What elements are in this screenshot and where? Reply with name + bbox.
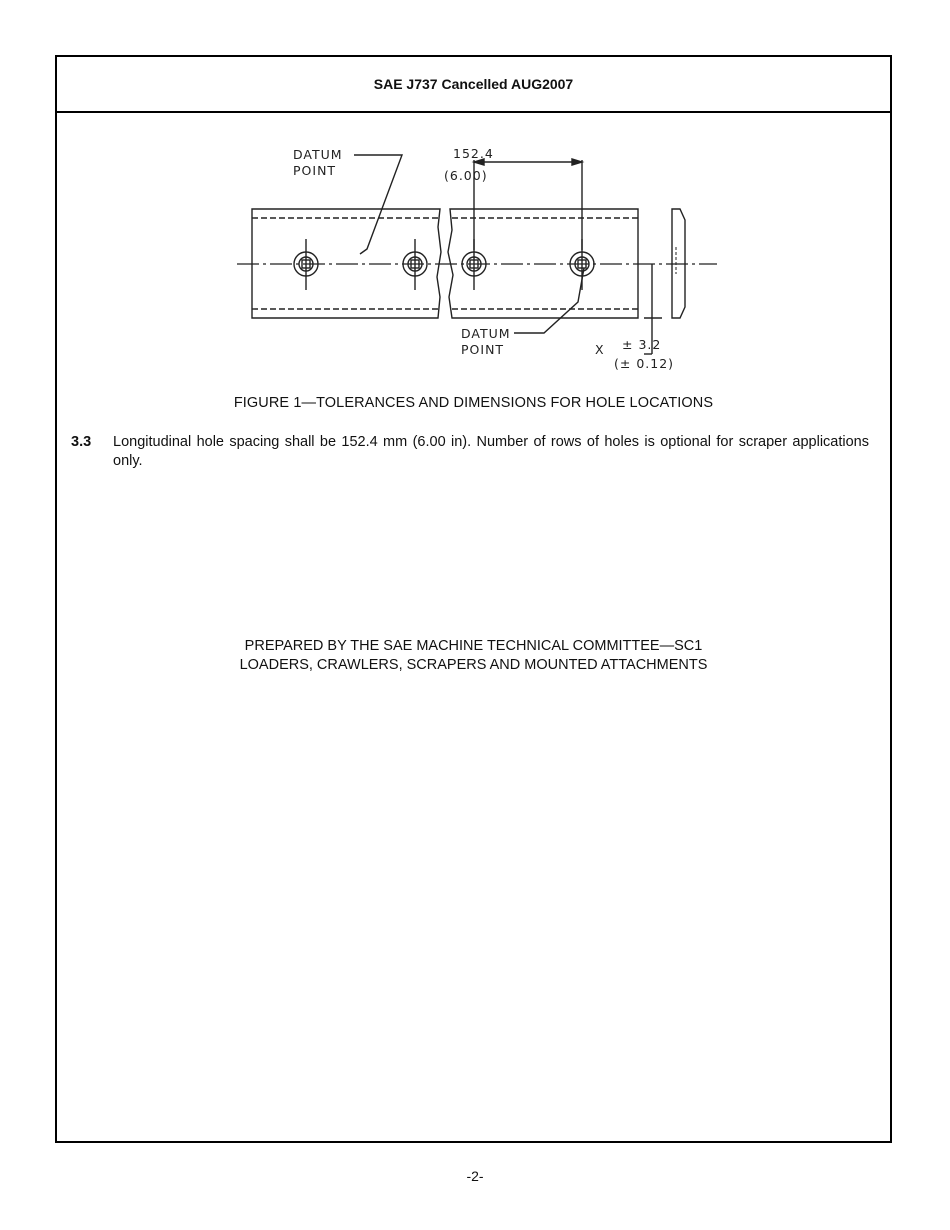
spacing-mm-label: 152.4 (453, 146, 494, 161)
figure-caption: FIGURE 1—TOLERANCES AND DIMENSIONS FOR HOLE LOCATIONS (233, 395, 714, 411)
header-title: SAE J737 Cancelled AUG2007 (373, 76, 574, 92)
section-number: 3.3 (71, 434, 92, 450)
prepared-by (57, 637, 890, 675)
prepared-line-2: LOADERS, CRAWLERS, SCRAPERS AND MOUNTED ATTACHMENTS (239, 657, 708, 673)
section-text: Longitudinal hole spacing shall be 152.4 mm (6.00 in). Number of rows of holes is optional for scraper applications only. (113, 434, 869, 469)
hole-location-drawing (232, 142, 722, 387)
datum-leader-1 (354, 155, 402, 254)
section-3-3 (71, 433, 869, 471)
page-number: -2- (466, 1168, 484, 1184)
datum-leader-2 (514, 268, 584, 333)
tolerance-mm-label: ± 3.2 (622, 337, 662, 352)
document-header (57, 57, 890, 113)
tolerance-in-label: (± 0.12) (614, 356, 675, 371)
page-frame (55, 55, 892, 1143)
datum-point-2-line1: DATUM (461, 326, 511, 341)
datum-point-2-line2: POINT (461, 342, 505, 357)
datum-point-1-line2: POINT (293, 163, 337, 178)
x-label: X (595, 342, 605, 357)
datum-point-1-line1: DATUM (293, 147, 343, 162)
prepared-line-1: PREPARED BY THE SAE MACHINE TECHNICAL COMMITTEE—SC1 (244, 638, 703, 654)
spacing-in-label: (6.00) (444, 168, 488, 183)
